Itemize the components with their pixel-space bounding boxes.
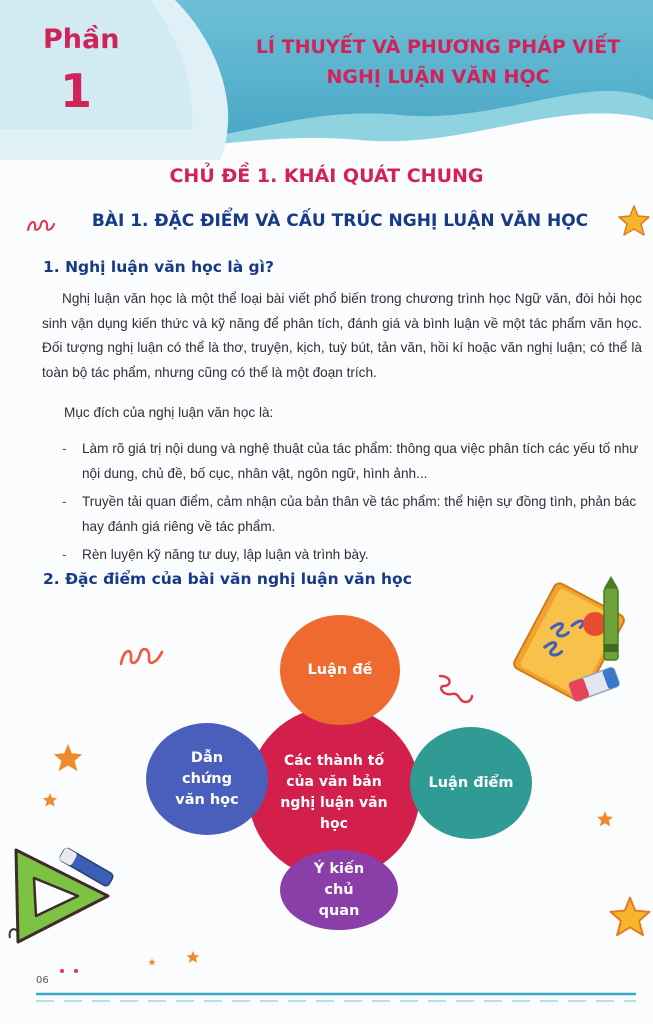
star-icon: [148, 958, 156, 966]
part-label: Phần: [43, 24, 120, 55]
notebook-crayon-illustration: [500, 574, 635, 714]
star-icon: [608, 895, 652, 939]
footer-dots-decoration: [58, 966, 88, 976]
part-number: 1: [60, 64, 93, 118]
swirl-decoration-icon: [436, 672, 476, 706]
list-item-text: Rèn luyện kỹ năng tư duy, lập luận và trình bày.: [82, 547, 369, 562]
chapter-title: [238, 32, 638, 92]
star-icon: [42, 792, 58, 808]
swirl-decoration-icon: [118, 644, 166, 670]
chapter-title-line-1: LÍ THUYẾT VÀ PHƯƠNG PHÁP VIẾT: [255, 36, 621, 58]
diagram-node-evidence: [146, 723, 268, 835]
section-2-heading: 2. Đặc điểm của bài văn nghị luận văn học: [43, 570, 412, 588]
star-icon: [617, 204, 651, 238]
page-number: 06: [36, 975, 49, 986]
diagram-node-label: Luận điểm: [428, 774, 514, 791]
diagram-center-label: Các thành tố của văn bản nghị luận văn học: [280, 753, 388, 832]
chapter-title-line-2: NGHỊ LUẬN VĂN HỌC: [326, 66, 550, 88]
star-icon: [186, 950, 200, 964]
diagram-node-label: Luận đề: [307, 661, 373, 678]
list-item-text: Truyền tải quan điểm, cảm nhận của bản thân về tác phẩm: thể hiện sự đồng tình, phản bác hay đánh giá riêng về tác phẩm.: [82, 494, 637, 534]
purpose-intro: Mục đích của nghị luận văn học là:: [64, 405, 274, 420]
swirl-decoration-icon: [26, 218, 56, 234]
list-item: [60, 436, 642, 486]
dash-bullet: -: [62, 494, 67, 509]
diagram-node-opinion: [280, 850, 398, 930]
diagram-node-argument: [410, 727, 532, 839]
list-item: [60, 542, 642, 567]
dash-bullet: -: [62, 547, 67, 562]
star-icon: [52, 742, 84, 774]
star-icon: [596, 810, 614, 828]
lesson-title: BÀI 1. ĐẶC ĐIỂM VÀ CẤU TRÚC NGHỊ LUẬN VĂN HỌC: [91, 211, 589, 231]
topic-title: CHỦ ĐỀ 1. KHÁI QUÁT CHUNG: [169, 165, 484, 187]
triangle-marker-illustration: [6, 838, 120, 950]
list-item-text: Làm rõ giá trị nội dung và nghệ thuật của tác phẩm: thông qua việc phân tích các yếu tố như nội dung, chủ đề, bố cục, nhân vật, ngôn ngữ, hình ảnh...: [82, 441, 639, 481]
section-1-paragraph: Nghị luận văn học là một thể loại bài viết phổ biến trong chương trình học Ngữ văn, đòi hỏi học sinh vận dụng kiến thức và kỹ năng để phân tích, đánh giá và bình luận về một tác phẩm văn học. Đối tượng nghị luận có thể là thơ, truyện, kịch, tuỳ bút, tản văn, hồi kí hoặc văn nghị luận; có thể là toàn bộ tác phẩm, nhưng cũng có thể là một đoạn trích.: [42, 291, 642, 381]
diagram-node-thesis: [280, 615, 400, 725]
dash-bullet: -: [62, 441, 67, 456]
list-item: [60, 489, 642, 539]
diagram-node-label: Ý kiến chủ quan: [313, 860, 365, 919]
diagram-node-label: Dẫn chứng văn học: [175, 749, 239, 808]
footer-divider-line: [36, 990, 636, 1004]
purpose-list: [60, 436, 642, 570]
section-1-heading: 1. Nghị luận văn học là gì?: [43, 258, 274, 276]
